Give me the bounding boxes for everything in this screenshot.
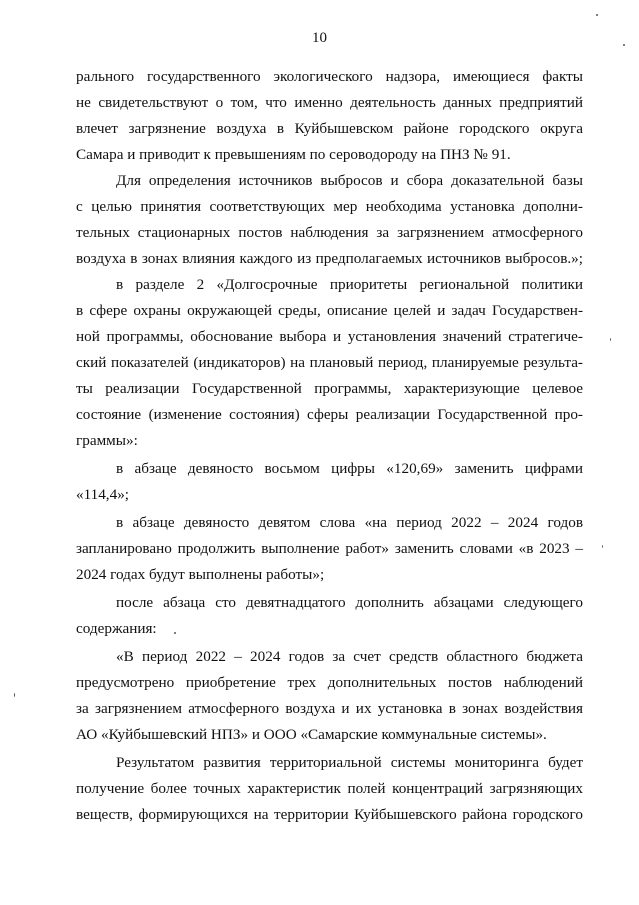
text-line: Самара и приводит к превышениям по сероводороду на ПНЗ № 91. [76,146,511,163]
text-line: тельных стационарных постов наблюдения за загрязнением атмосферного [76,224,583,241]
page-number: 10 [312,30,327,46]
scan-speck [596,14,598,16]
text-line: в сфере охраны окружающей среды, описание целей и задач Государствен- [76,302,583,319]
text-line: в разделе 2 «Долгосрочные приоритеты региональной политики [116,276,583,293]
text-line: запланировано продолжить выполнение работ» заменить словами «в 2023 – [76,540,583,557]
text-line: влечет загрязнение воздуха в Куйбышевском районе городского округа [76,120,583,137]
text-line: после абзаца сто девятнадцатого дополнить абзацами следующего [116,594,583,611]
scan-speck [610,338,611,341]
text-line: ский показателей (индикаторов) на плановый период, планируемые результа- [76,354,583,371]
text-line: веществ, формирующихся на территории Куйбышевского района городского [76,806,583,823]
text-line: воздуха в зонах влияния каждого из предполагаемых источников выбросов.»; [76,250,583,267]
text-line: ной программы, обоснование выбора и установления значений стратегиче- [76,328,583,345]
scan-speck [623,44,625,46]
text-line: «В период 2022 – 2024 годов за счет средств областного бюджета [116,648,583,665]
text-line: в абзаце девяносто девятом слова «на период 2022 – 2024 годов [116,514,583,531]
text-line: не свидетельствуют о том, что именно деятельность данных предприятий [76,94,583,111]
text-line: состояние (изменение состояния) сферы реализации Государственной про- [76,406,583,423]
text-line: АО «Куйбышевский НПЗ» и ООО «Самарские коммунальные системы». [76,726,547,743]
text-line: 2024 годах будут выполнены работы»; [76,566,325,583]
text-line: ты реализации Государственной программы, характеризующие целевое [76,380,583,397]
text-line: за загрязнением атмосферного воздуха и их установка в зонах воздействия [76,700,583,717]
text-line: с целью принятия соответствующих мер необходима установка дополни- [76,198,583,215]
text-line: рального государственного экологического надзора, имеющиеся факты [76,68,583,85]
text-line: «114,4»; [76,486,130,503]
scan-speck [602,545,603,548]
scan-speck [14,693,15,697]
text-line: в абзаце девяносто восьмом цифры «120,69» заменить цифрами [116,460,583,477]
text-line: Результатом развития территориальной системы мониторинга будет [116,754,583,771]
text-line: предусмотрено приобретение трех дополнительных постов наблюдений [76,674,583,691]
text-line: граммы»: [76,432,138,449]
text-line: Для определения источников выбросов и сбора доказательной базы [116,172,583,189]
scan-speck [174,632,176,634]
text-line: содержания: [76,620,157,637]
text-line: получение более точных характеристик полей концентраций загрязняющих [76,780,583,797]
